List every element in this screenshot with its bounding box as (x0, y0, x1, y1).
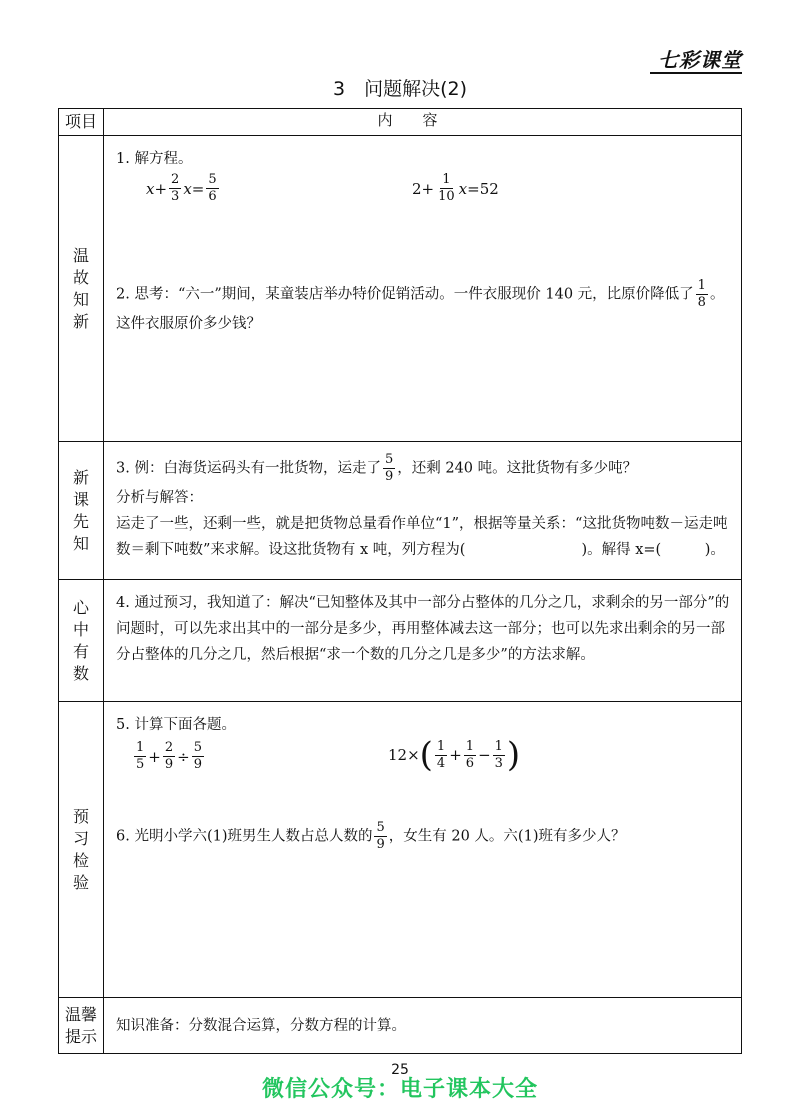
expr1-c (192, 740, 204, 773)
preview-label-cell (59, 702, 104, 998)
tip-label-cell (59, 998, 104, 1054)
eq2-lead: 2+ (412, 179, 435, 198)
expr2-a-den: 4 (436, 755, 446, 771)
eq2-equals: =52 (467, 179, 499, 198)
analysis-text: 运走了一些，还剩一些，就是把货物总量看作单位“1”，根据等量关系：“这批货物吨数－运走吨数＝剩下吨数”来求解。设这批货物有 x 吨，列方程为( )。解得 x=( )。 (116, 516, 728, 558)
heart-content (104, 580, 742, 702)
eq1-plus: + (154, 179, 168, 198)
review-content (104, 136, 742, 442)
expr1-b-num: 2 (164, 740, 174, 755)
expr2-b-den: 6 (465, 755, 475, 771)
expr1-b (163, 740, 175, 773)
q2-text-b: 。这件衣服原价多少钱？ (116, 286, 725, 332)
logo-text: 七彩课堂 (658, 48, 742, 72)
expr2-c-num: 1 (494, 738, 503, 754)
expr2-a (435, 739, 447, 772)
q6-frac-den: 9 (376, 837, 385, 852)
preview-content (104, 702, 742, 998)
q2-frac-den: 8 (697, 295, 706, 310)
question-3 (116, 452, 731, 485)
expr2-op2: − (478, 746, 491, 764)
new-label-cell (59, 442, 104, 580)
expr2-c (493, 739, 505, 772)
new-content (104, 442, 742, 580)
brand-logo (658, 44, 742, 73)
table-header-row (59, 109, 742, 136)
expression-1 (132, 740, 206, 773)
heart-label: 心中有数 (72, 597, 89, 683)
expr1-a (134, 740, 146, 773)
heart-label-cell (59, 580, 104, 702)
expr2-b (464, 739, 476, 772)
expr1-op1: + (148, 747, 161, 766)
question-1: 1. 解方程。 (116, 151, 193, 167)
page-title: 3 问题解决(2) (332, 78, 467, 100)
expr2-c-den: 3 (494, 755, 503, 771)
eq1-res-num: 5 (208, 172, 217, 187)
expr1-c-den: 9 (193, 757, 202, 772)
expr1-c-num: 5 (193, 740, 202, 755)
new-label: 新课先知 (72, 467, 89, 553)
q2-text-a: 2. 思考：“六一”期间，某童装店举办特价促销活动。一件衣服现价 140 元，比原价降低了 (116, 286, 694, 303)
q2-frac-num: 1 (697, 278, 706, 293)
spacer (116, 794, 731, 820)
eq1-x: x (146, 179, 155, 198)
review-row (59, 136, 742, 442)
question-4: 4. 通过预习，我知道了：解决“已知整体及其中一部分占整体的几分之几，求剩余的另一部分”的问题时，可以先求出其中的一部分是多少，再用整体减去这一部分；也可以先求出剩余的另一部分占整体的几分之几，然后根据“求一个数的几分之几是多少”的方法求解。 (116, 595, 730, 663)
eq2-frac-den: 10 (438, 189, 455, 204)
page-number: 25 (391, 1062, 409, 1078)
new-row (59, 442, 742, 580)
expr2-op1: + (449, 746, 462, 764)
tip-label: 温馨提示 (64, 1004, 97, 1046)
review-label: 温故知新 (72, 245, 89, 331)
q3-frac-num: 5 (384, 452, 394, 467)
header-content: 内容 (104, 109, 742, 136)
expr1-a-den: 5 (136, 757, 145, 772)
expr2-b-num: 1 (465, 738, 475, 754)
eq1-frac-den: 3 (171, 189, 180, 204)
review-label-cell (59, 136, 104, 442)
eq1-fraction (169, 172, 181, 205)
q3-text-b: ，还剩 240 吨。这批货物有多少吨？ (397, 460, 638, 477)
q3-frac-den: 9 (384, 469, 394, 484)
eq1-x2: x (183, 179, 192, 198)
analysis-title: 分析与解答： (116, 490, 203, 506)
question-5: 5. 计算下面各题。 (116, 717, 236, 733)
question-6 (116, 820, 731, 853)
expr2-a-num: 1 (436, 738, 446, 754)
eq1-res-den: 6 (208, 189, 217, 204)
q3-text-a: 3. 例：白海货运码头有一批货物，运走了 (116, 460, 381, 477)
left-paren: ( (419, 735, 433, 775)
expr1-op2: ÷ (177, 747, 190, 766)
equation-1 (146, 172, 221, 205)
eq2-frac-num: 1 (442, 172, 451, 187)
expr1-a-num: 1 (136, 740, 145, 755)
q6-text-b: ，女生有 20 人。六(1)班有多少人？ (388, 828, 626, 845)
question-2 (116, 278, 731, 337)
eq1-frac-num: 2 (171, 172, 180, 187)
eq2-x: x (458, 179, 468, 198)
expression-2 (388, 735, 521, 775)
q2-fraction (696, 278, 708, 311)
eq1-result (206, 172, 218, 205)
eq1-equals: = (191, 179, 205, 198)
eq2-fraction (436, 172, 457, 205)
expr1-b-den: 9 (164, 757, 174, 772)
tip-row (59, 998, 742, 1054)
heart-row (59, 580, 742, 702)
q6-text-a: 6. 光明小学六(1)班男生人数占总人数的 (116, 828, 373, 845)
preview-label: 预习检验 (72, 806, 89, 892)
tip-content (104, 998, 742, 1054)
q3-fraction (383, 452, 395, 485)
spacer (116, 222, 731, 278)
lesson-table (58, 108, 742, 1054)
preview-row (59, 702, 742, 998)
tip-text: 知识准备：分数混合运算，分数方程的计算。 (116, 1017, 406, 1034)
header-item: 项目 (59, 109, 104, 136)
q6-frac-num: 5 (376, 820, 385, 835)
right-paren: ) (506, 735, 521, 775)
q6-fraction (374, 820, 386, 853)
expressions-row (116, 735, 731, 794)
watermark: 微信公众号：电子课本大全 (261, 1077, 538, 1102)
equations-row (116, 172, 731, 222)
expr2-lead: 12× (388, 746, 420, 764)
equation-2 (412, 172, 499, 205)
